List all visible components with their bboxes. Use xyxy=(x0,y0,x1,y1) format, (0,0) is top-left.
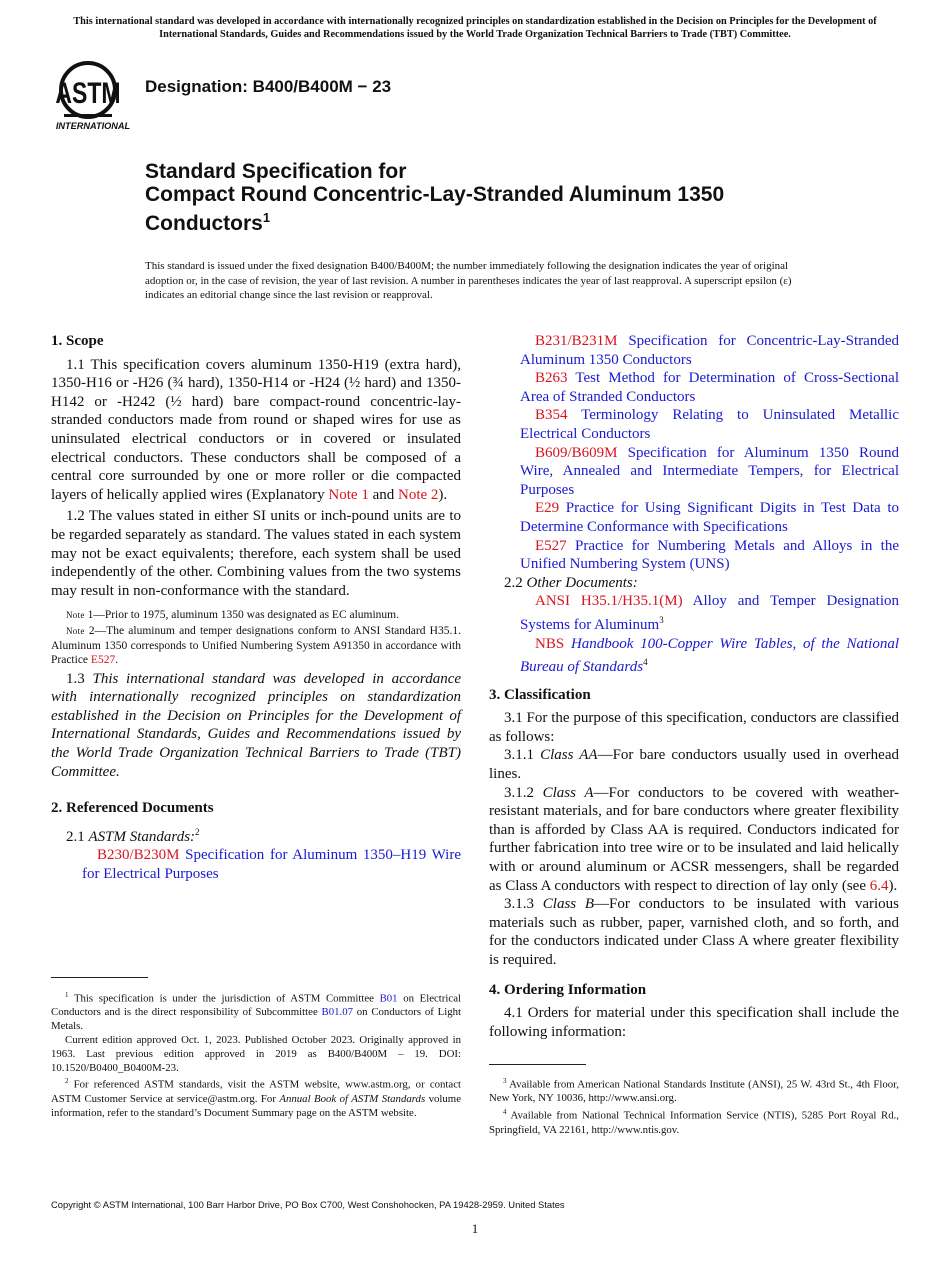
ref-nbs[interactable]: NBS Handbook 100-Copper Wire Tables, of the National Bureau of Standards$^4$ xyxy=(520,635,900,676)
document-title xyxy=(145,160,905,235)
ref-code[interactable]: B609/B609M xyxy=(535,444,618,461)
title-line-2: Compact Round Concentric-Lay-Stranded Aluminum 1350 xyxy=(145,183,725,206)
title-line-1: Standard Specification for xyxy=(145,160,407,183)
section-2-heading: 2. Referenced Documents xyxy=(51,800,214,817)
footnote-2: $^2$ For referenced ASTM standards, visit the ASTM website, www.astm.org, or contact ASTM Customer Service at service@astm.org. For Annual Book of ASTM Standards volume information, refer to the standard’s Document Summary page on the ASTM website. xyxy=(51,1077,461,1119)
para-2-2: 2.2 Other Documents: xyxy=(504,574,638,591)
ref-ansi-title[interactable]: Alloy and Temper Designation Systems for Aluminum xyxy=(520,593,899,633)
designation: Designation: B400/B400M − 23 xyxy=(145,77,392,96)
footnote-rule-left xyxy=(51,977,148,978)
b01-link[interactable]: B01 xyxy=(379,992,398,1005)
ref-b230[interactable] xyxy=(51,846,461,883)
ref-ansi[interactable]: ANSI H35.1/H35.1(M) Alloy and Temper Designation Systems for Aluminum$^3$ xyxy=(520,593,899,633)
title-line-3: Conductors xyxy=(145,212,263,235)
para-2-1: 2.1 ASTM Standards:$^2$ xyxy=(66,826,200,845)
copyright-line: Copyright © ASTM International, 100 Barr Harbor Drive, PO Box C700, West Conshohocken, PA 19428-2959. United States xyxy=(51,1199,565,1210)
ref-item[interactable] xyxy=(489,444,899,500)
para-3-1-3: 3.1.3 Class B—For conductors to be insulated with various materials such as rubber, paper, varnished cloth, and so forth, and for the conductors indicated under Class A where greater flexibility is required. xyxy=(489,896,900,968)
astm-logo xyxy=(52,56,134,132)
ref-title[interactable]: Specification for Aluminum 1350 Round Wire, Annealed and Intermediate Tempers, for Electrical Purposes xyxy=(520,444,899,498)
ref-title[interactable]: Practice for Using Significant Digits in Test Data to Determine Conformance with Specifications xyxy=(520,500,899,535)
left-column xyxy=(51,332,461,884)
ref-item[interactable] xyxy=(489,537,899,574)
footnote-rule-right xyxy=(489,1064,586,1065)
ref-title[interactable]: Terminology Relating to Uninsulated Metallic Electrical Conductors xyxy=(520,407,899,442)
para-3-1-1: 3.1.1 Class AA—For bare conductors usually used in overhead lines. xyxy=(489,747,899,783)
right-column xyxy=(489,332,899,1041)
reference-list xyxy=(489,332,899,574)
section-4-heading: 4. Ordering Information xyxy=(489,981,647,998)
para-4-1: 4.1 Orders for material under this specification shall include the following information: xyxy=(489,1005,899,1040)
footnote-1: $^1$ This specification is under the jurisdiction of ASTM Committee B01 on Electrical Conductors and is the direct responsibility of Subcommittee B01.07 on Conductors of Light Metals. xyxy=(51,991,461,1033)
ref-ansi-code[interactable]: ANSI H35.1/H35.1(M) xyxy=(535,593,683,610)
ref-code[interactable]: B231/B231M xyxy=(535,333,618,349)
para-1-2: 1.2 The values stated in either SI units or inch-pound units are to be regarded separately as standard. The values stated in each system may not be exact equivalents; therefore, each system shall be used independently of the other. Combining values from the two systems may result in non-conformance with the standard. xyxy=(51,508,461,599)
ref-item[interactable] xyxy=(489,406,899,443)
ref-title[interactable]: Practice for Numbering Metals and Alloys in the Unified Numbering System (UNS) xyxy=(520,537,899,573)
ref-title[interactable]: Specification for Concentric-Lay-Stranded Aluminum 1350 Conductors xyxy=(520,333,899,368)
footnotes-left xyxy=(51,989,461,1120)
para-1-1: 1.1 This specification covers aluminum 1350-H19 (extra hard), 1350-H16 or -H26 (¾ hard), 1350-H14 or -H24 (½ hard) and 1350-H142 or -H242 (½ hard) bare compact-round concentric-lay-stranded conductors made from round or shaped wires for use as uninsulated electrical conductors or in covered or insulated electrical conductors. These conductors shall be composed of a central core surrounded by one or more roller or die compacted layers of helically applied wires (Explanatory Note 1 and Note 2). xyxy=(51,356,461,503)
section-1-heading: 1. Scope xyxy=(51,333,104,349)
ref-b230-title[interactable]: Specification for Aluminum 1350–H19 Wire for Electrical Purposes xyxy=(82,847,461,883)
para-1-3: 1.3 This international standard was developed in accordance with internationally recognized principles on standardization established in the Decision on Principles for the Development of International Standards, Guides and Recommendations issued by the World Trade Organization Technical Barriers to Trade (TBT) Committee. xyxy=(51,670,462,780)
ref-b230-code[interactable]: B230/B230M xyxy=(97,847,180,864)
para-3-1-2: 3.1.2 Class A—For conductors to be covered with weather-resistant materials, and for bare conductors where greater flexibility than is afforded by Class AA is required. Conductors indicated for further fabrication into tree wire or to be insulated and laid helically with or around aluminum or ACSR messengers, shall be regarded as Class A conductors with respect to direction of lay only (see 6.4). xyxy=(489,784,900,894)
para-3-1: 3.1 For the purpose of this specification, conductors are classified as follows: xyxy=(489,710,899,745)
ref-title[interactable]: Test Method for Determination of Cross-Sectional Area of Stranded Conductors xyxy=(520,370,899,405)
note-2-link[interactable]: Note 2 xyxy=(398,486,439,503)
title-footnote-mark: 1 xyxy=(262,210,271,225)
footnote-1-edition: Current edition approved Oct. 1, 2023. Published October 2023. Originally approved in 1963. Last previous edition approved in 2019 as B400/B400M – 19. DOI: 10.1520/B0400_B0400M-23. xyxy=(51,1033,461,1074)
ref-item[interactable] xyxy=(489,332,899,369)
section-6-4-link[interactable]: 6.4 xyxy=(869,877,889,894)
logo-subtext: INTERNATIONAL xyxy=(55,121,131,131)
e527-link[interactable]: E527 xyxy=(90,654,116,667)
b0107-link[interactable]: B01.07 xyxy=(321,1006,354,1019)
ref-code[interactable]: E527 xyxy=(535,537,567,554)
section-3-heading: 3. Classification xyxy=(489,686,591,703)
ref-item[interactable] xyxy=(489,369,899,406)
page-number: 1 xyxy=(471,1221,479,1236)
ref-nbs-title[interactable]: Handbook 100-Copper Wire Tables, of the National Bureau of Standards xyxy=(520,635,900,676)
ref-code[interactable]: E29 xyxy=(535,500,560,517)
footnote-4: $^4$ Available from National Technical Information Service (NTIS), 5285 Port Royal Rd., Springfield, VA 22161, http://www.ntis.gov. xyxy=(489,1108,899,1136)
top-notice: This international standard was developed in accordance with internationally recognized principles on standardization established in the Decision on Principles for the Development of International Standards, Guides and Recommendations issued by the World Trade Organization Technical Barriers to Trade (TBT) Committee. xyxy=(73,16,877,40)
ref-code[interactable]: B354 xyxy=(535,407,568,424)
note-1-link[interactable]: Note 1 xyxy=(328,486,369,503)
standard-issuance-note: This standard is issued under the fixed designation B400/B400M; the number immediately following the designation indicates the year of original adoption or, in the case of revision, the year of last revision. A number in parentheses indicates the year of last reapproval. A superscript epsilon (ε) indicates an editorial change since the last revision or reapproval. xyxy=(145,260,792,301)
ref-item[interactable] xyxy=(489,499,899,536)
note-1: Note 1—Prior to 1975, aluminum 1350 was designated as EC aluminum. xyxy=(66,609,400,622)
note-2: Note 2—The aluminum and temper designations conform to ANSI Standard H35.1. Aluminum 1350 corresponds to Unified Numbering System A91350 in accordance with Practice E527. xyxy=(51,624,461,667)
footnotes-right xyxy=(489,1075,899,1137)
ref-nbs-code[interactable]: NBS xyxy=(535,635,565,652)
footnote-3: $^3$ Available from American National Standards Institute (ANSI), 25 W. 43rd St., 4th Floor, New York, NY 10036, http://www.ansi.org. xyxy=(489,1077,899,1105)
logo-text: ASTM xyxy=(55,75,121,110)
ref-code[interactable]: B263 xyxy=(535,370,568,387)
